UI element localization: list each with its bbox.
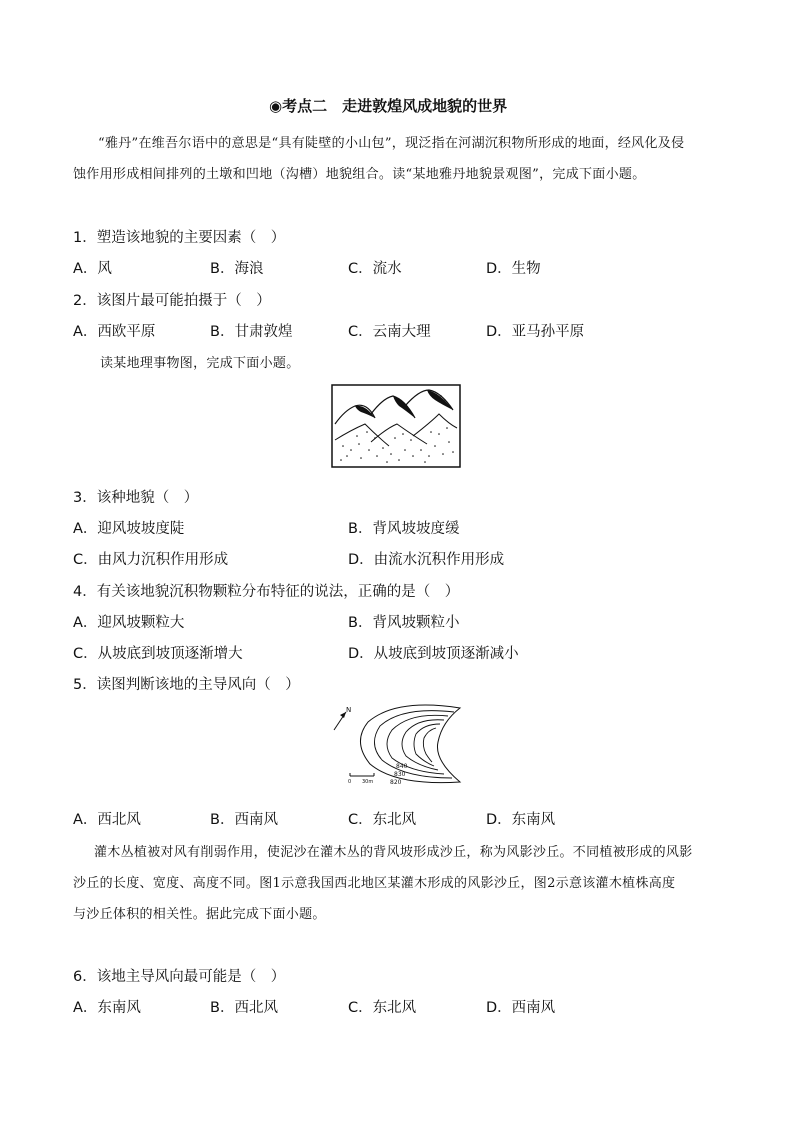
intro-line-2: 蚀作用形成相间排列的土墩和凹地（沟槽）地貌组合。读“某地雅丹地貌景观图”，完成下面小题。	[73, 167, 646, 182]
scale-start-label: 0	[348, 779, 352, 785]
question-3-option-d[interactable]: D．由流水沉积作用形成	[348, 552, 505, 568]
question-3-option-a[interactable]: A．迎风坡坡度陡	[73, 521, 185, 537]
question-4-option-a[interactable]: A．迎风坡颗粒大	[73, 615, 185, 631]
question-6-option-a[interactable]: A．东南风	[73, 1000, 141, 1016]
question-2-stem: 2．该图片最可能拍摄于（ ）	[73, 293, 271, 309]
question-5-option-d[interactable]: D．东南风	[486, 812, 556, 828]
question-4-option-b[interactable]: B．背风坡颗粒小	[348, 615, 460, 631]
intro-line-1: “雅丹”在维吾尔语中的意思是“具有陡壁的小山包”，现泛指在河湖沉积物所形成的地面，经风化及侵	[98, 136, 685, 151]
passage-2-line-2: 沙丘的长度、宽度、高度不同。图1示意我国西北地区某灌木形成的风影沙丘，图2示意该灌木植株高度	[73, 876, 676, 891]
question-1-option-a[interactable]: A．风	[73, 261, 112, 277]
dune-contour-map	[326, 700, 468, 792]
question-5-option-b[interactable]: B．西南风	[210, 812, 278, 828]
question-2-option-b[interactable]: B．甘肃敦煌	[210, 324, 293, 340]
question-3-stem: 3．该种地貌（ ）	[73, 490, 199, 506]
passage-2-line-1: 灌木丛植被对风有削弱作用，使泥沙在灌木丛的背风坡形成沙丘，称为风影沙丘。不同植被形成的风影	[94, 845, 693, 860]
question-6-option-c[interactable]: C．东北风	[348, 1000, 417, 1016]
passage-2-line-3: 与沙丘体积的相关性。据此完成下面小题。	[73, 907, 326, 922]
dune-landscape-figure	[331, 384, 461, 468]
question-6-option-d[interactable]: D．西南风	[486, 1000, 556, 1016]
scale-end-label: 30m	[362, 779, 374, 785]
contour-label-840: 840	[396, 763, 408, 770]
contour-label-830: 830	[394, 771, 406, 778]
question-3-option-c[interactable]: C．由风力沉积作用形成	[73, 552, 229, 568]
question-6-stem: 6．该地主导风向最可能是（ ）	[73, 969, 286, 985]
read-instruction: 读某地理事物图，完成下面小题。	[100, 356, 300, 371]
question-4-option-c[interactable]: C．从坡底到坡顶逐渐增大	[73, 646, 243, 662]
north-label: N	[346, 706, 352, 714]
question-2-option-c[interactable]: C．云南大理	[348, 324, 431, 340]
question-5-stem: 5．读图判断该地的主导风向（ ）	[73, 677, 300, 693]
question-1-stem: 1．塑造该地貌的主要因素（ ）	[73, 230, 286, 246]
question-1-option-d[interactable]: D．生物	[486, 261, 541, 277]
question-1-option-b[interactable]: B．海浪	[210, 261, 264, 277]
question-5-option-c[interactable]: C．东北风	[348, 812, 417, 828]
question-2-option-d[interactable]: D．亚马孙平原	[486, 324, 585, 340]
question-4-stem: 4．有关该地貌沉积物颗粒分布特征的说法，正确的是（ ）	[73, 584, 460, 600]
question-5-option-a[interactable]: A．西北风	[73, 812, 141, 828]
question-4-option-d[interactable]: D．从坡底到坡顶逐渐减小	[348, 646, 519, 662]
question-3-option-b[interactable]: B．背风坡坡度缓	[348, 521, 460, 537]
question-1-option-c[interactable]: C．流水	[348, 261, 402, 277]
question-6-option-b[interactable]: B．西北风	[210, 1000, 278, 1016]
section-title: ◉考点二 走进敦煌风成地貌的世界	[269, 97, 508, 115]
question-2-option-a[interactable]: A．西欧平原	[73, 324, 156, 340]
contour-label-820: 820	[390, 779, 402, 786]
